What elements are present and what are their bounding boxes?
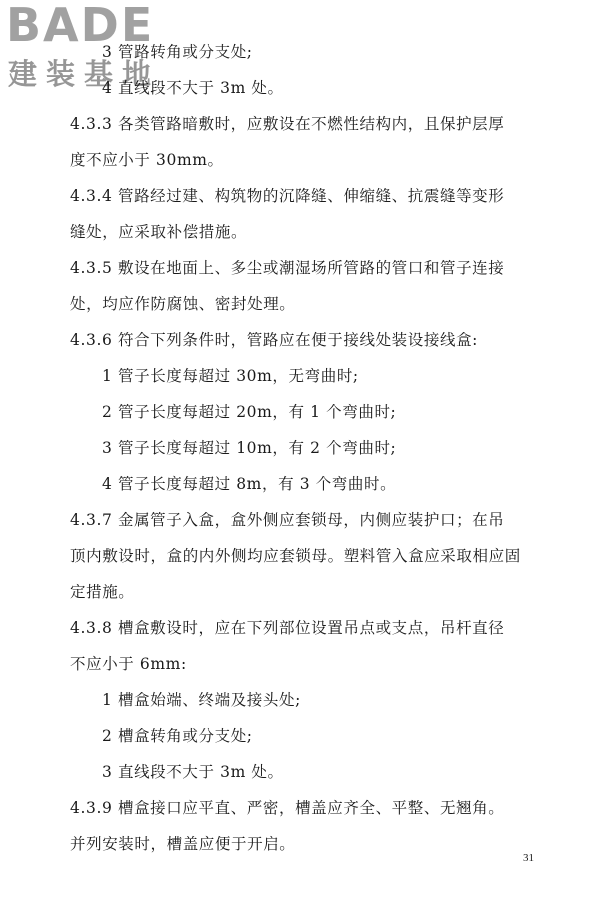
text-line: 4 管子长度每超过 8m，有 3 个弯曲时。 <box>102 475 397 493</box>
text-line: 处，均应作防腐蚀、密封处理。 <box>70 295 296 313</box>
text-line: 不应小于 6mm: <box>70 655 187 673</box>
text-line: 3 直线段不大于 3m 处。 <box>102 763 284 781</box>
text-line: 4.3.9 槽盒接口应平直、严密，槽盖应齐全、平整、无翘角。 <box>70 799 505 817</box>
text-line: 并列安装时，槽盖应便于开启。 <box>70 835 296 853</box>
text-line: 3 管子长度每超过 10m，有 2 个弯曲时; <box>102 439 397 457</box>
text-line: 4.3.7 金属管子入盒，盒外侧应套锁母，内侧应装护口；在吊 <box>70 511 505 529</box>
text-line: 缝处，应采取补偿措施。 <box>70 223 248 241</box>
text-line: 顶内敷设时，盒的内外侧均应套锁母。塑料管入盒应采取相应固 <box>70 547 521 565</box>
text-line: 1 管子长度每超过 30m，无弯曲时; <box>102 367 359 385</box>
text-line: 3 管路转角或分支处; <box>102 43 253 61</box>
text-line: 4 直线段不大于 3m 处。 <box>102 79 284 97</box>
page-number: 31 <box>523 852 534 864</box>
text-line: 4.3.6 符合下列条件时，管路应在便于接线处装设接线盒: <box>70 331 478 349</box>
watermark-chinese: 建装基地 <box>8 57 161 91</box>
text-line: 2 管子长度每超过 20m，有 1 个弯曲时; <box>102 403 397 421</box>
text-line: 度不应小于 30mm。 <box>70 151 224 169</box>
text-line: 1 槽盒始端、终端及接头处; <box>102 691 301 709</box>
watermark-latin: BADE <box>6 0 155 52</box>
text-line: 4.3.8 槽盒敷设时，应在下列部位设置吊点或支点，吊杆直径 <box>70 619 505 637</box>
text-line: 4.3.5 敷设在地面上、多尘或潮湿场所管路的管口和管子连接 <box>70 259 505 277</box>
text-line: 4.3.4 管路经过建、构筑物的沉降缝、伸缩缝、抗震缝等变形 <box>70 187 505 205</box>
text-line: 2 槽盒转角或分支处; <box>102 727 253 745</box>
text-line: 4.3.3 各类管路暗敷时，应敷设在不燃性结构内，且保护层厚 <box>70 115 505 133</box>
text-line: 定措施。 <box>70 583 135 601</box>
